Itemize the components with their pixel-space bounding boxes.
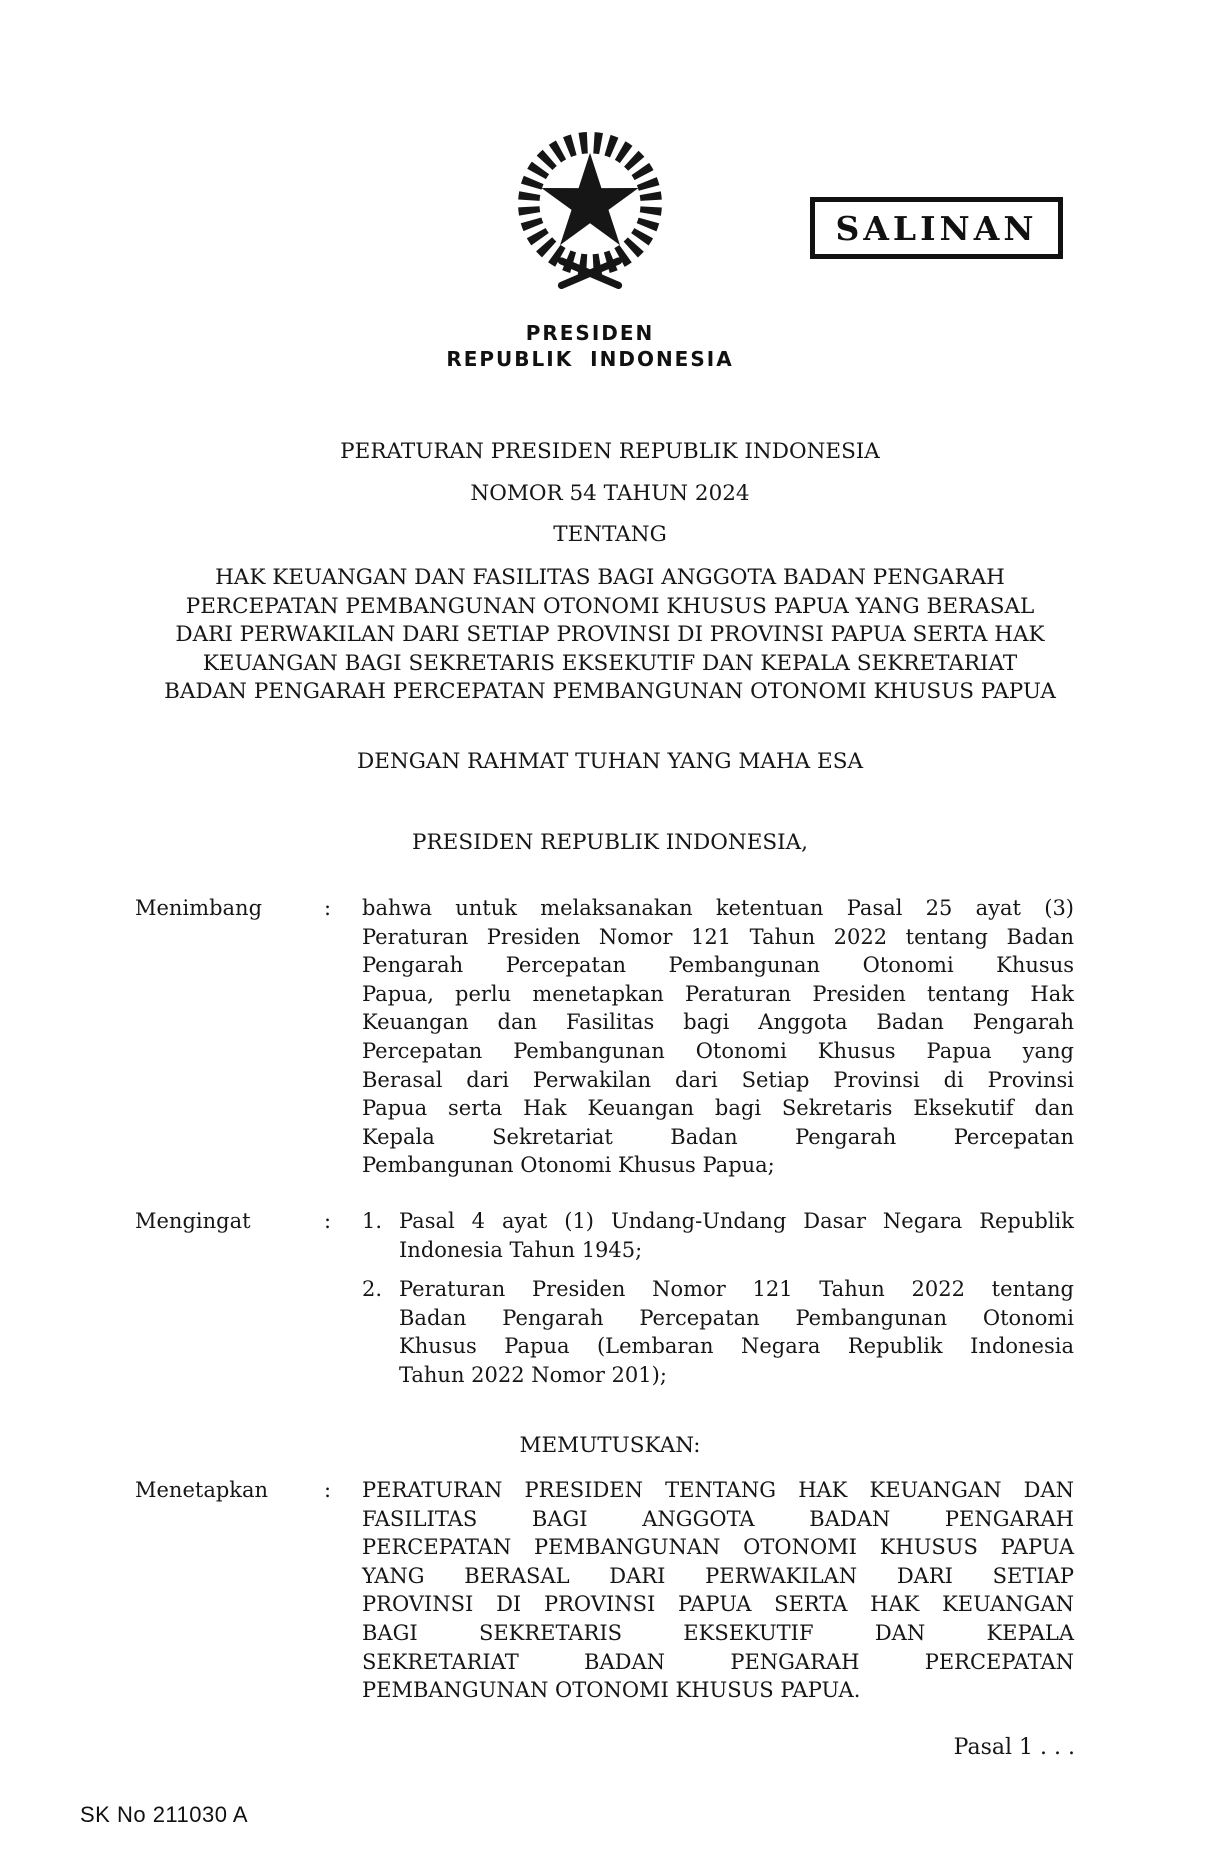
item-line: Indonesia Tahun 1945; xyxy=(399,1237,643,1262)
item-line: Peraturan Presiden Nomor 121 Tahun 2022 tentang xyxy=(399,1277,1074,1302)
considering-line: Papua serta Hak Keuangan bagi Sekretaris Eksekutif dan xyxy=(362,1096,1074,1121)
letterhead-republik-indonesia: REPUBLIK INDONESIA xyxy=(446,347,734,371)
continuation-marker: Pasal 1 . . . xyxy=(953,1735,1075,1760)
considering-line: Papua, perlu menetapkan Peraturan Presiden tentang Hak xyxy=(362,981,1074,1006)
enacting-line: BAGI SEKRETARIS EKSEKUTIF DAN KEPALA xyxy=(362,1620,1074,1645)
remembering-colon: : xyxy=(324,1209,332,1233)
subject-line: PERCEPATAN PEMBANGUNAN OTONOMI KHUSUS PAPUA YANG BERASAL xyxy=(185,593,1035,619)
considering-line: Percepatan Pembangunan Otonomi Khusus Papua yang xyxy=(362,1038,1074,1063)
regulation-subject xyxy=(105,564,1115,707)
remembering-label: Mengingat xyxy=(135,1209,251,1233)
considering-label: Menimbang xyxy=(135,896,263,920)
enacting-colon: : xyxy=(324,1478,332,1502)
enacting-line: PROVINSI DI PROVINSI PAPUA SERTA HAK KEUANGAN xyxy=(362,1592,1074,1617)
enacting-line: YANG BERASAL DARI PERWAKILAN DARI SETIAP xyxy=(362,1563,1074,1588)
letterhead-presiden: PRESIDEN xyxy=(525,321,655,345)
tentang-heading: TENTANG xyxy=(553,522,667,547)
subject-line: HAK KEUANGAN DAN FASILITAS BAGI ANGGOTA BADAN PENGARAH xyxy=(215,565,1005,590)
considering-colon: : xyxy=(324,896,332,920)
subject-line: KEUANGAN BAGI SEKRETARIS EKSEKUTIF DAN KEPALA SEKRETARIAT xyxy=(202,650,1018,676)
decision-heading: MEMUTUSKAN: xyxy=(519,1433,701,1458)
item-line: Badan Pengarah Percepatan Pembangunan Otonomi xyxy=(399,1305,1074,1330)
enacting-line: FASILITAS BAGI ANGGOTA BADAN PENGARAH xyxy=(362,1506,1074,1531)
item-text xyxy=(399,1275,1074,1389)
considering-line: bahwa untuk melaksanakan ketentuan Pasal 25 ayat (3) xyxy=(362,896,1074,920)
considering-line: Berasal dari Perwakilan dari Setiap Provinsi di Provinsi xyxy=(362,1067,1074,1092)
enacting-body xyxy=(362,1476,1074,1705)
item-line: Khusus Papua (Lembaran Negara Republik Indonesia xyxy=(399,1334,1074,1359)
considering-line: Keuangan dan Fasilitas bagi Anggota Badan Pengarah xyxy=(362,1010,1074,1035)
regulation-title: PERATURAN PRESIDEN REPUBLIK INDONESIA xyxy=(340,439,880,464)
preamble-line: DENGAN RAHMAT TUHAN YANG MAHA ESA xyxy=(357,749,863,774)
issuer-line: PRESIDEN REPUBLIK INDONESIA, xyxy=(412,830,808,855)
considering-line: Pembangunan Otonomi Khusus Papua; xyxy=(362,1153,775,1178)
enacting-line: PERCEPATAN PEMBANGUNAN OTONOMI KHUSUS PAPUA xyxy=(362,1535,1074,1560)
subject-line: BADAN PENGARAH PERCEPATAN PEMBANGUNAN OTONOMI KHUSUS PAPUA xyxy=(164,679,1056,705)
item-number: 1. xyxy=(362,1209,383,1233)
enacting-line: PERATURAN PRESIDEN TENTANG HAK KEUANGAN DAN xyxy=(362,1478,1074,1502)
numbered-item xyxy=(362,1207,1074,1264)
item-line: Pasal 4 ayat (1) Undang-Undang Dasar Negara Republik xyxy=(399,1209,1074,1233)
considering-body xyxy=(362,894,1074,1180)
item-line: Tahun 2022 Nomor 201); xyxy=(399,1362,667,1387)
sk-number: SK No 211030 A xyxy=(80,1802,249,1827)
enacting-line: PEMBANGUNAN OTONOMI KHUSUS PAPUA. xyxy=(362,1678,861,1703)
item-text xyxy=(399,1207,1074,1264)
salinan-stamp-label: SALINAN xyxy=(835,208,1038,248)
considering-line: Pengarah Percepatan Pembangunan Otonomi Khusus xyxy=(362,953,1074,978)
star-wreath-emblem-icon xyxy=(488,110,692,314)
numbered-item xyxy=(362,1275,1074,1389)
salinan-stamp xyxy=(810,197,1063,259)
enacting-line: SEKRETARIAT BADAN PENGARAH PERCEPATAN xyxy=(362,1649,1074,1674)
remembering-items xyxy=(362,1207,1074,1390)
considering-line: Kepala Sekretariat Badan Pengarah Percepatan xyxy=(362,1124,1074,1149)
enacting-label: Menetapkan xyxy=(135,1478,269,1502)
item-number: 2. xyxy=(362,1277,383,1302)
considering-line: Peraturan Presiden Nomor 121 Tahun 2022 tentang Badan xyxy=(362,924,1074,949)
regulation-number: NOMOR 54 TAHUN 2024 xyxy=(470,481,750,506)
subject-line: DARI PERWAKILAN DARI SETIAP PROVINSI DI PROVINSI PAPUA SERTA HAK xyxy=(175,622,1045,648)
